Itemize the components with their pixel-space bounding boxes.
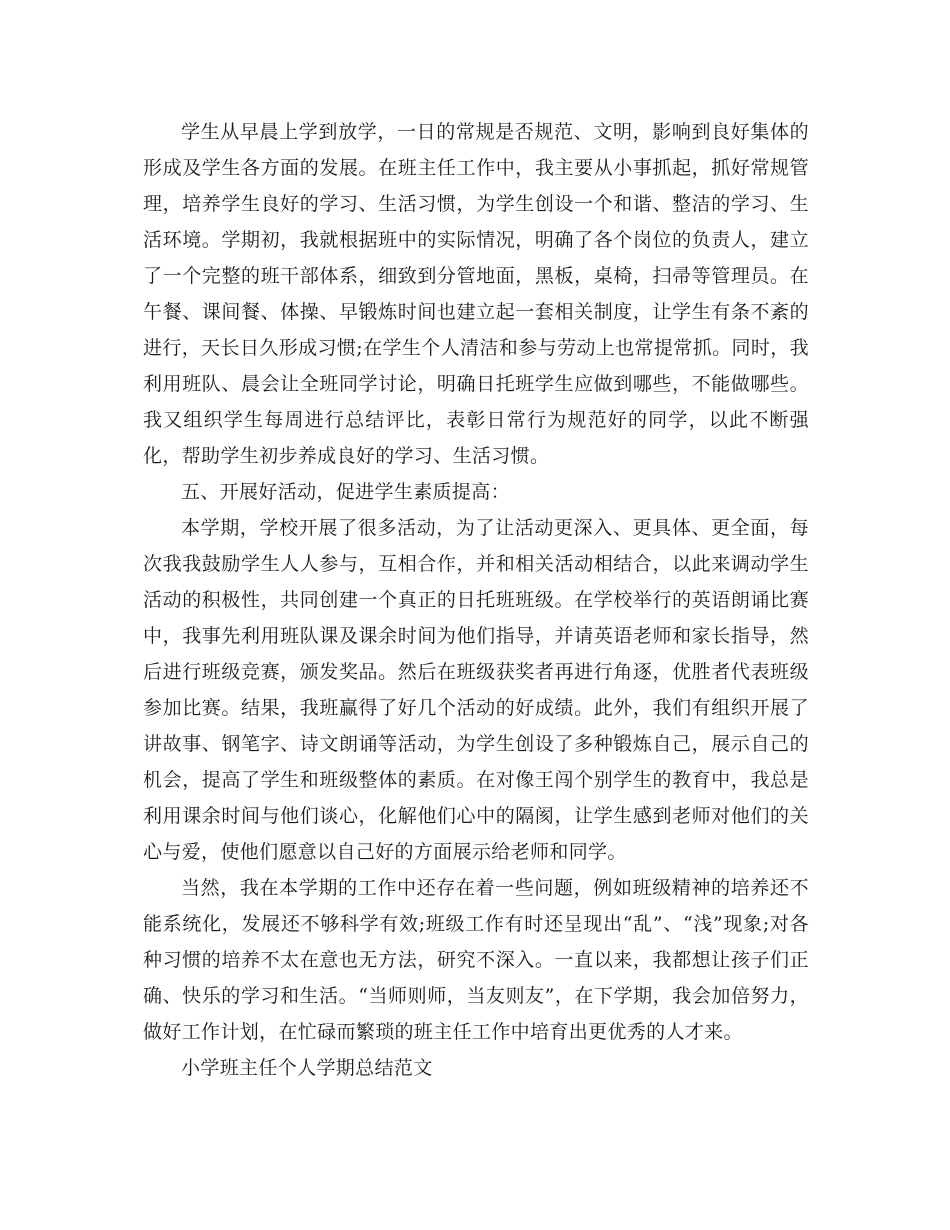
paragraph-daily-routine: 学生从早晨上学到放学，一日的常规是否规范、文明，影响到良好集体的形成及学生各方面的发展。在班主任工作中，我主要从小事抓起，抓好常规管理，培养学生良好的学习、生活习惯，为学生创设一个和谐、整洁的学习、生活环境。学期初，我就根据班中的实际情况，明确了各个岗位的负责人，建立了一个完整的班干部体系，细致到分管地面，黑板，桌椅，扫帚等管理员。在午餐、课间餐、体操、早锻炼时间也建立起一套相关制度，让学生有条不紊的进行，天长日久形成习惯;在学生个人清洁和参与劳动上也常提常抓。同时，我利用班队、晨会让全班同学讨论，明确日托班学生应做到哪些，不能做哪些。我又组织学生每周进行总结评比，表彰日常行为规范好的同学，以此不断强化，帮助学生初步养成良好的学习、生活习惯。 xyxy=(143,121,809,467)
section-heading-activities: 五、开展好活动，促进学生素质提高： xyxy=(181,481,510,503)
document-title-next: 小学班主任个人学期总结范文 xyxy=(181,1057,433,1079)
paragraph-shortcomings: 当然，我在本学期的工作中还存在着一些问题，例如班级精神的培养还不能系统化，发展还不够科学有效;班级工作有时还呈现出“乱”、“浅”现象;对各种习惯的培养不太在意也无方法，研究不深入。一直以来，我都想让孩子们正确、快乐的学习和生活。“当师则师，当友则友”，在下学期，我会加倍努力，做好工作计划，在忙碌而繁琐的班主任工作中培育出更优秀的人才来。 xyxy=(143,877,809,1043)
document-body xyxy=(143,114,809,1086)
paragraph-activities: 本学期，学校开展了很多活动，为了让活动更深入、更具体、更全面，每次我我鼓励学生人人参与，互相合作，并和相关活动相结合，以此来调动学生活动的积极性，共同创建一个真正的日托班班级。在学校举行的英语朗诵比赛中，我事先利用班队课及课余时间为他们指导，并请英语老师和家长指导，然后进行班级竞赛，颁发奖品。然后在班级获奖者再进行角逐，优胜者代表班级参加比赛。结果，我班赢得了好几个活动的好成绩。此外，我们有组织开展了讲故事、钢笔字、诗文朗诵等活动，为学生创设了多种锻炼自己，展示自己的机会，提高了学生和班级整体的素质。在对像王闯个别学生的教育中，我总是利用课余时间与他们谈心，化解他们心中的隔阂，让学生感到老师对他们的关心与爱，使他们愿意以自己好的方面展示给老师和同学。 xyxy=(143,517,809,863)
